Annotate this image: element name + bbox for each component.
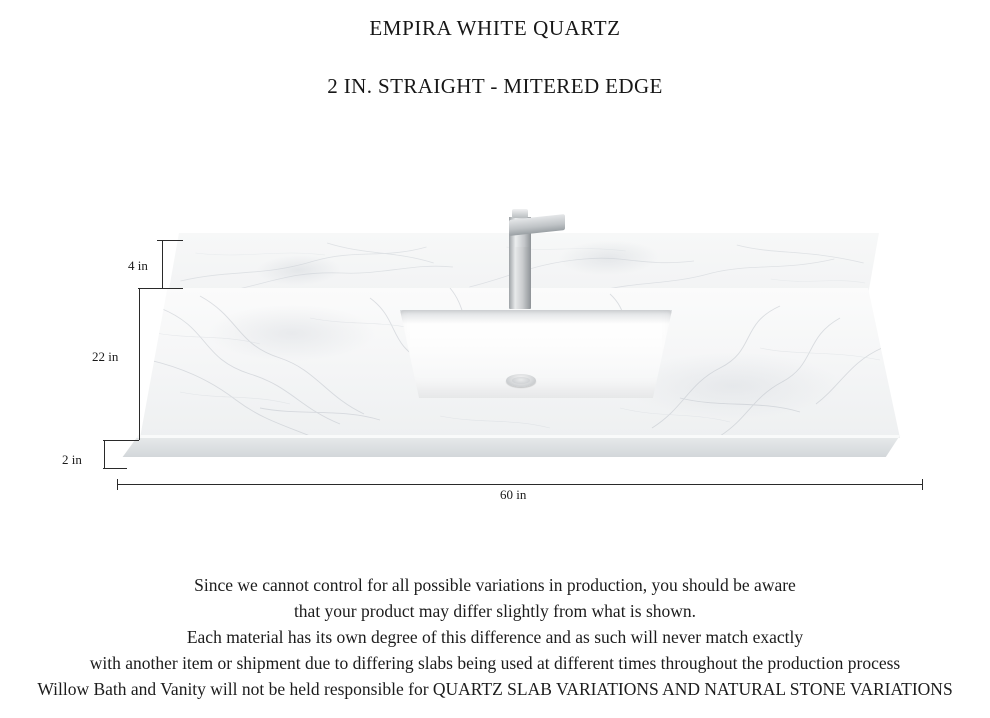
- faucet-body: [509, 245, 531, 309]
- sink-inner-shadow: [400, 310, 672, 324]
- dimension-label-width: 60 in: [500, 487, 527, 502]
- dimension-tick-left: [117, 479, 118, 490]
- front-edge-profile: [113, 435, 913, 457]
- dimension-label-backsplash: 4 in: [128, 258, 148, 273]
- disclaimer-text: [0, 572, 990, 702]
- extension-line-backsplash-top: [157, 240, 183, 241]
- sink-drain-center: [512, 377, 530, 384]
- extension-line-depth-bottom: [103, 440, 139, 441]
- disclaimer-line-3: Each material has its own degree of this difference and as such will never match exactly: [186, 627, 804, 647]
- disclaimer-line-5: Willow Bath and Vanity will not be held responsible for QUARTZ SLAB VARIATIONS AND NATURAL STONE VARIATIONS: [37, 679, 953, 699]
- undermount-sink: [400, 310, 672, 398]
- product-illustration: [0, 190, 990, 500]
- disclaimer-line-4: with another item or shipment due to differing slabs being used at different times throughout the production process: [89, 653, 901, 673]
- dimension-tick-right: [922, 479, 923, 490]
- dimension-line-depth: [139, 288, 140, 440]
- dimension-line-width: [117, 484, 923, 485]
- faucet-handle: [512, 209, 528, 218]
- page-subtitle: 2 IN. STRAIGHT - MITERED EDGE: [327, 74, 663, 98]
- front-edge-highlight: [113, 435, 913, 438]
- page-title: EMPIRA WHITE QUARTZ: [369, 16, 621, 40]
- extension-line-edge-bottom: [103, 468, 127, 469]
- dimension-line-backsplash: [162, 240, 163, 288]
- disclaimer-line-2: that your product may differ slightly from what is shown.: [293, 601, 697, 621]
- dimension-label-edge: 2 in: [62, 452, 82, 467]
- dimension-label-depth: 22 in: [92, 349, 119, 364]
- extension-line-depth-top: [138, 288, 162, 289]
- disclaimer-line-1: Since we cannot control for all possible variations in production, you should be aware: [194, 575, 796, 595]
- dimension-line-edge: [104, 440, 105, 468]
